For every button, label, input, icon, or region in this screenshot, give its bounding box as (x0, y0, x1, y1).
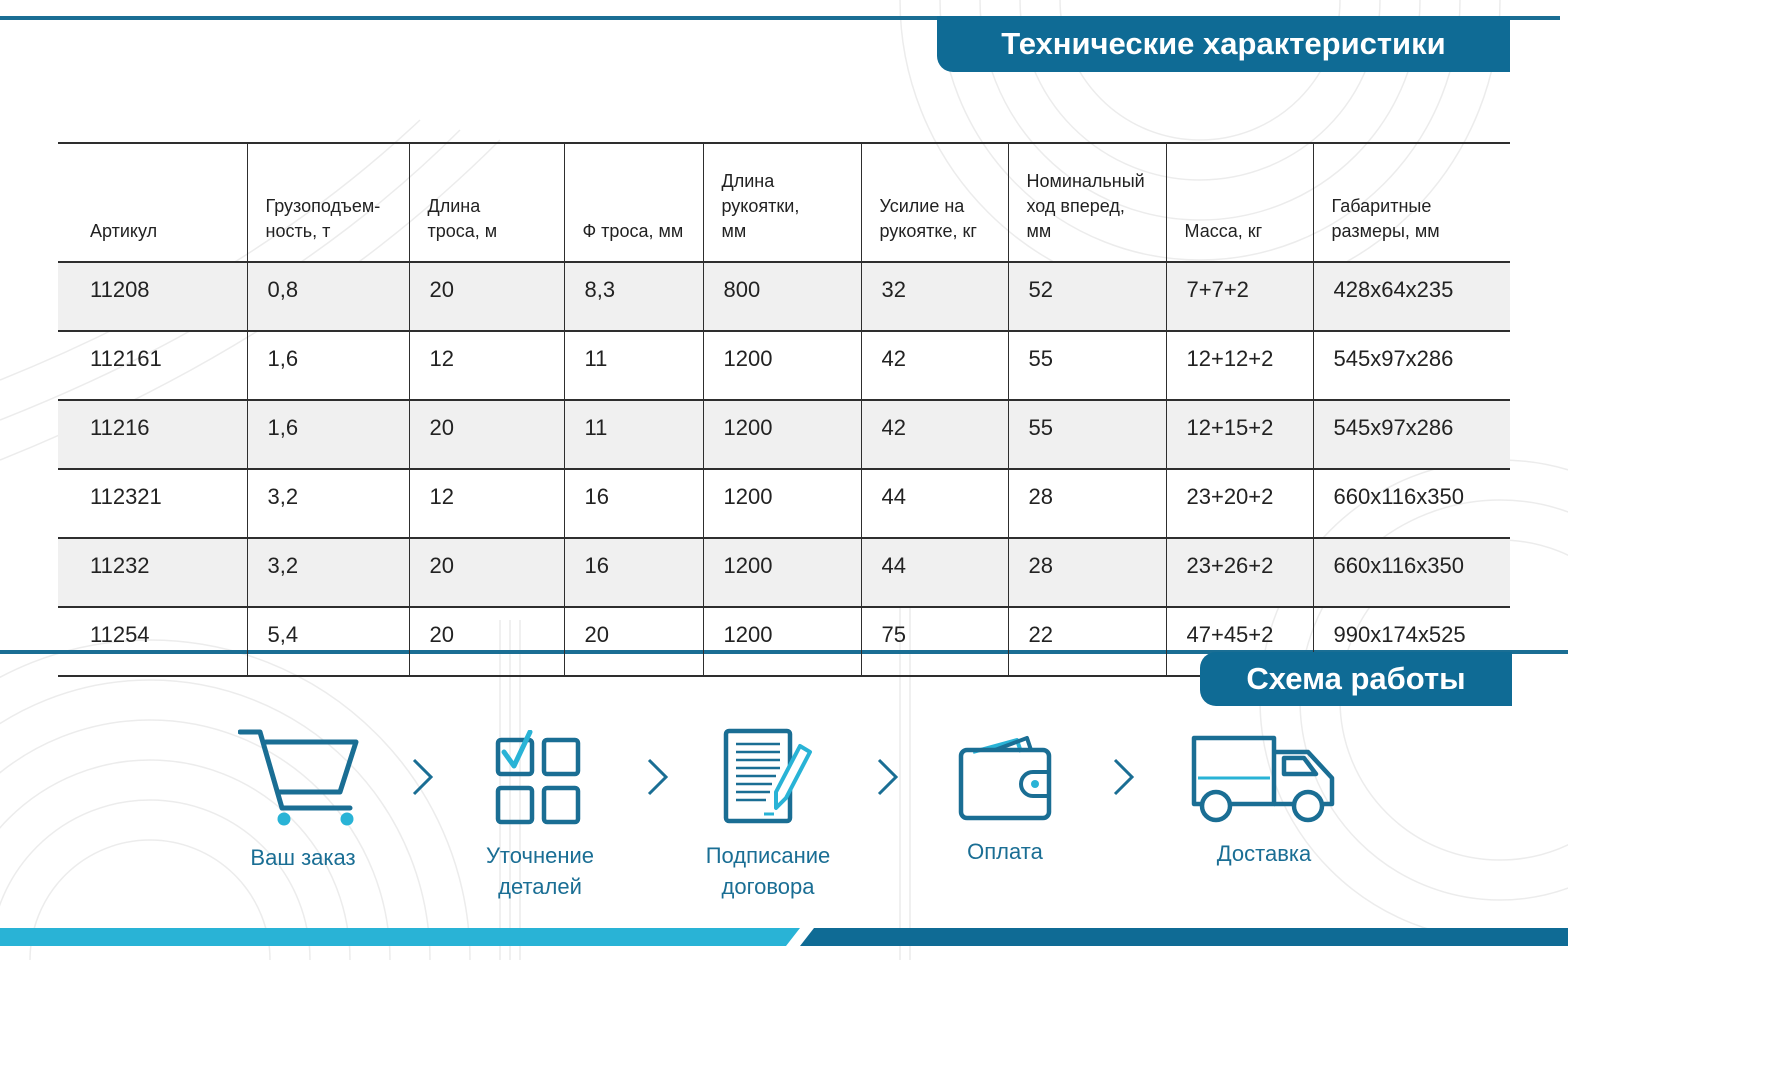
table-cell: 20 (564, 607, 703, 676)
table-cell: 16 (564, 538, 703, 607)
table-cell: 1200 (703, 538, 861, 607)
table-cell: 1200 (703, 607, 861, 676)
table-cell: 660x116x350 (1313, 538, 1510, 607)
column-header: Усилие на рукоятке, кг (861, 143, 1008, 262)
table-cell: 20 (409, 262, 564, 331)
table-cell: 42 (861, 400, 1008, 469)
table-cell: 11 (564, 400, 703, 469)
chevron-right-icon (875, 756, 901, 798)
table-header-row (58, 143, 1510, 262)
workflow-step-delivery (1159, 734, 1369, 869)
table-cell: 545x97x286 (1313, 400, 1510, 469)
bottom-bar (0, 928, 1568, 946)
workflow-step-payment (905, 734, 1105, 867)
table-cell: 16 (564, 469, 703, 538)
table-cell: 20 (409, 538, 564, 607)
table-cell: 0,8 (247, 262, 409, 331)
table-cell: 428x64x235 (1313, 262, 1510, 331)
table-cell: 800 (703, 262, 861, 331)
specs-title: Технические характеристики (937, 16, 1510, 72)
table-cell: 32 (861, 262, 1008, 331)
column-header: Габаритные размеры, мм (1313, 143, 1510, 262)
table-cell: 11254 (58, 607, 247, 676)
column-header: Длина троса, м (409, 143, 564, 262)
chevron-right-icon (645, 756, 671, 798)
column-header: Артикул (58, 143, 247, 262)
table-cell: 75 (861, 607, 1008, 676)
table-cell: 3,2 (247, 538, 409, 607)
table-cell: 55 (1008, 331, 1166, 400)
table-cell: 20 (409, 607, 564, 676)
step-label: Доставка (1216, 841, 1312, 866)
cart-icon (238, 728, 368, 828)
workflow-step-contract (668, 728, 868, 902)
chevron-right-icon (410, 756, 436, 798)
table-cell: 7+7+2 (1166, 262, 1313, 331)
table-cell: 55 (1008, 400, 1166, 469)
table-cell: 12 (409, 331, 564, 400)
table-row (58, 331, 1510, 400)
table-cell: 112321 (58, 469, 247, 538)
table-cell: 1200 (703, 400, 861, 469)
table-cell: 22 (1008, 607, 1166, 676)
table-cell: 990x174x525 (1313, 607, 1510, 676)
table-row (58, 538, 1510, 607)
step-label: Уточнение деталей (485, 843, 595, 899)
table-cell: 3,2 (247, 469, 409, 538)
table-cell: 545x97x286 (1313, 331, 1510, 400)
table-cell: 23+26+2 (1166, 538, 1313, 607)
step-label: Ваш заказ (250, 845, 356, 870)
table-cell: 5,4 (247, 607, 409, 676)
table-cell: 1,6 (247, 400, 409, 469)
specs-table (58, 142, 1510, 677)
table-cell: 8,3 (564, 262, 703, 331)
step-label: Подписание договора (705, 843, 831, 899)
column-header: Грузоподъем- ность, т (247, 143, 409, 262)
column-header: Длина рукоятки, мм (703, 143, 861, 262)
table-cell: 11 (564, 331, 703, 400)
table-cell: 28 (1008, 469, 1166, 538)
wallet-icon (955, 734, 1055, 822)
table-cell: 28 (1008, 538, 1166, 607)
table-cell: 1,6 (247, 331, 409, 400)
table-cell: 11216 (58, 400, 247, 469)
table-cell: 660x116x350 (1313, 469, 1510, 538)
table-cell: 12+12+2 (1166, 331, 1313, 400)
table-cell: 11208 (58, 262, 247, 331)
table-cell: 52 (1008, 262, 1166, 331)
table-row (58, 262, 1510, 331)
table-cell: 11232 (58, 538, 247, 607)
table-cell: 1200 (703, 331, 861, 400)
table-cell: 44 (861, 538, 1008, 607)
table-cell: 1200 (703, 469, 861, 538)
workflow-step-order (203, 728, 403, 873)
column-header: Номинальный ход вперед, мм (1008, 143, 1166, 262)
table-row (58, 400, 1510, 469)
workflow-step-details (440, 730, 640, 902)
column-header: Ф троса, мм (564, 143, 703, 262)
table-cell: 12+15+2 (1166, 400, 1313, 469)
workflow-title: Схема работы (1200, 652, 1512, 706)
checklist-icon (490, 730, 590, 826)
column-header: Масса, кг (1166, 143, 1313, 262)
table-cell: 42 (861, 331, 1008, 400)
step-label: Оплата (967, 839, 1043, 864)
table-cell: 20 (409, 400, 564, 469)
table-row (58, 469, 1510, 538)
table-cell: 112161 (58, 331, 247, 400)
table-cell: 47+45+2 (1166, 607, 1313, 676)
contract-icon (718, 728, 818, 826)
chevron-right-icon (1111, 756, 1137, 798)
table-cell: 44 (861, 469, 1008, 538)
table-cell: 23+20+2 (1166, 469, 1313, 538)
table-cell: 12 (409, 469, 564, 538)
truck-icon (1190, 734, 1338, 824)
